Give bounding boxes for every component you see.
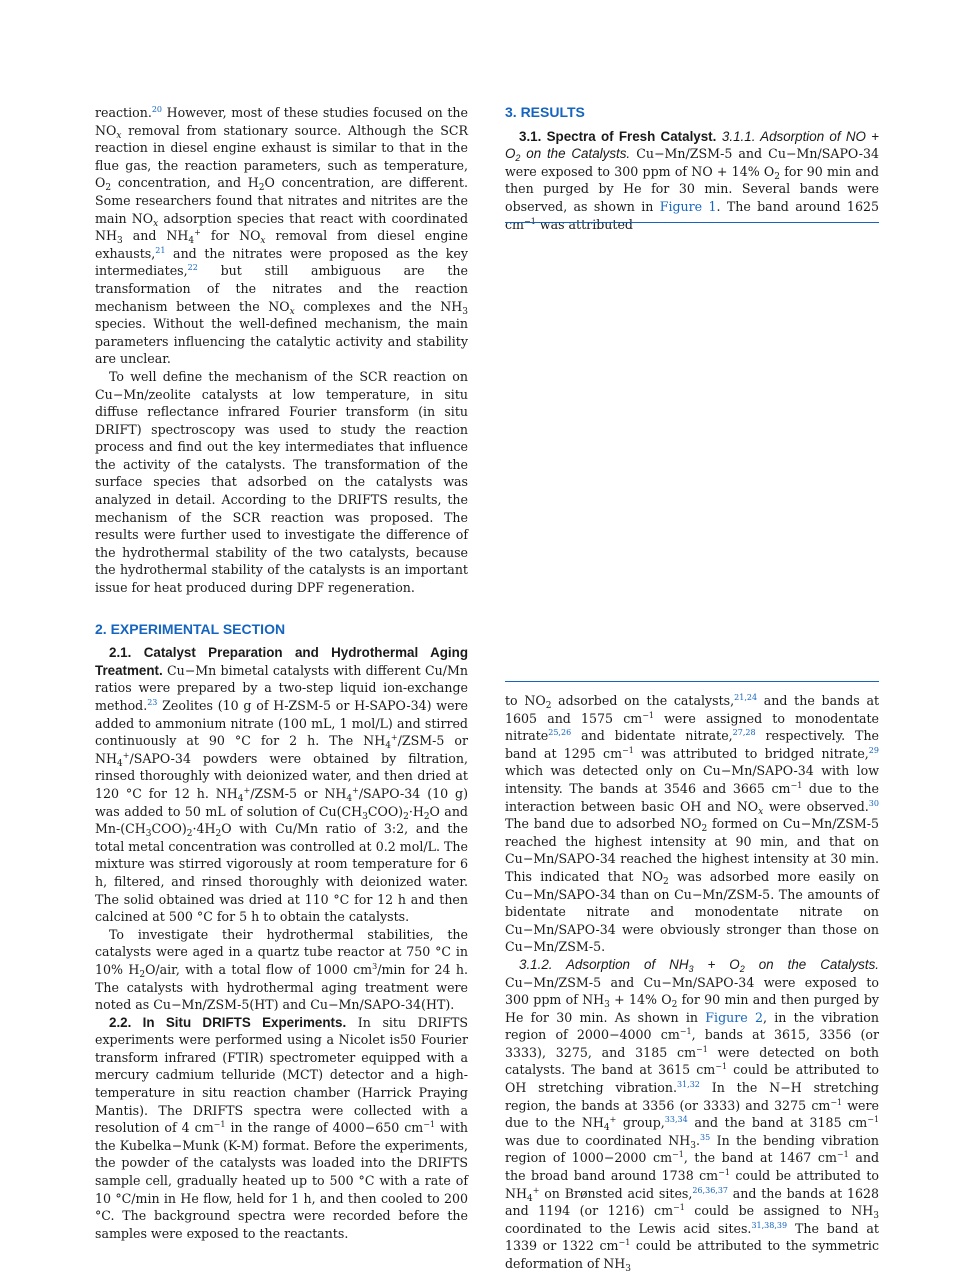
citation[interactable]: 31,32 [676,1080,700,1090]
section-heading-experimental: 2. EXPERIMENTAL SECTION [95,620,286,637]
right-column-continued [505,692,879,1273]
subsection-heading-2-2: 2.2. In Situ DRIFTS Experiments. [109,1014,347,1030]
citation[interactable]: 22 [187,263,198,273]
section-3-1-1-paragraph: 3.1. Spectra of Fresh Catalyst. 3.1.1. Adsorption of NO + $O_2$ on the Catalysts. Cu−Mn/ZSM-5 and Cu−Mn/SAPO-34 were exposed to 300 ppm of NO + 14% $O_2$ for 90 min and then purged by He for 30 min. Several bands were observed, as shown in Figure 1. The band around 1625 $cm^{-1}$ was attributed [505,128,879,232]
subsection-heading-3-1: 3.1. Spectra of Fresh Catalyst. [519,128,717,144]
citation[interactable]: 35 [700,1132,711,1142]
citation[interactable]: 25,26 [548,728,572,738]
figure-1-link[interactable]: Figure 1 [659,198,717,214]
subsubsection-heading-3-1-1: 3.1.1. Adsorption of NO + $O_2$ on the Catalysts. [505,128,879,164]
intro-paragraph-2: To well define the mechanism of the SCR reaction on Cu−Mn/zeolite catalysts at low temperature, in situ diffuse reflectance infrared Fourier transform (in situ DRIFT) spectroscopy was used to study the reaction process and find out the key intermediates that influence the activity of the catalysts. The transformation of the surface species that adsorbed on the catalysts was analyzed in detail. According to the DRIFTS results, the mechanism of the SCR reaction was proposed. The results were further used to investigate the difference of the hydrothermal stability of the two catalysts, because the hydrothermal stability of the catalysts is an important issue for heat produced during DPF regeneration. [95,368,468,596]
citation[interactable]: 27,28 [732,728,756,738]
section-2-2-paragraph: 2.2. In Situ DRIFTS Experiments. In situ DRIFTS experiments were performed using a Nicolet is50 Fourier transform infrared (FTIR) spectrometer equipped with a mercury cadmium telluride (MCT) detector and a high-temperature in situ reaction chamber (Harrick Praying Mantis). The DRIFTS spectra were collected with a resolution of 4 $cm^{-1}$ in the range of 4000−650 $cm^{-1}$ with the Kubelka−Munk (K-M) format. Before the experiments, the powder of the catalysts was loaded into the DRIFTS sample cell, gradually heated up to 500 °C with a rate of 10 °C/min in He flow, held for 1 h, and then cooled to 200 °C. The background spectra were recorded before the samples were exposed to the reactants. [95,1014,469,1241]
figure-bottom-rule [505,681,879,682]
subsection-heading-2-1: 2.1. Catalyst Preparation and Hydrothermal Aging Treatment. [95,645,468,678]
section-heading-results: 3. RESULTS [505,104,585,120]
citation[interactable]: 30 [868,798,879,808]
left-column [95,104,468,1242]
right-column [505,104,879,233]
citation[interactable]: 21,24 [734,693,758,702]
citation[interactable]: 26,36,37 [692,1185,728,1195]
intro-paragraph: reaction.$^{20}$ However, most of these studies focused on the $NO_x$ removal from stationary source. Although the SCR reaction in diesel engine exhaust is similar to that in the flue gas, the reaction parameters, such as temperature, $O_2$ concentration, and $H_2O$ concentration, are different. Some researchers found that nitrates and nitrites are the main $NO_x$ adsorption species that react with coordinated $NH_3$ and $NH_4^+$ for $NO_x$ removal from diesel engine exhausts,$^{21}$ and the nitrates were proposed as the key intermediates,$^{22}$ but still ambiguous are the transformation of the nitrates and the reaction mechanism between the $NO_x$ complexes and the $NH_3$ species. Without the well-defined mechanism, the main parameters influencing the catalytic activity and stability are unclear. [95,105,469,367]
subsubsection-heading-3-1-2: 3.1.2. Adsorption of $NH_3 + O_2$ on the Catalysts. [519,956,879,974]
citation[interactable]: 23 [147,698,158,707]
citation[interactable]: 33,34 [664,1115,688,1125]
citation[interactable]: 20 [151,105,163,114]
section-2-1-paragraph: 2.1. Catalyst Preparation and Hydrothermal Aging Treatment. Cu−Mn bimetal catalysts with different Cu/Mn ratios were prepared by a two-step liquid ion-exchange method.$^{23}$ Zeolites (10 g of H-ZSM-5 or H-SAPO-34) were added to ammonium nitrate (100 mL, 1 mol/L) and stirred continuously at 90 °C for 2 h. The $NH_4^+/ZSM-5$ or $NH_4^+/SAPO-34$ powders were obtained by filtration, rinsed thoroughly with deionized water, and then dried at 120 °C for 12 h. $NH_4^+/ZSM-5$ or $NH_4^+/SAPO-34$ (10 g) was added to 50 mL of solution of $Cu(CH_3COO)_2\cdot H_2O$ and $Mn-(CH_3COO)_2\cdot 4H_2O$ with Cu/Mn ratio of 3:2, and the total metal concentration was controlled at 0.2 mol/L. The mixture was stirred vigorously at room temperature for 6 h, filtered, and rinsed thoroughly with deionized water. The solid obtained was dried at 110 °C for 12 h and then calcined at 500 °C for 5 h to obtain the catalysts. [95,645,469,925]
section-3-1-2-paragraph: 3.1.2. Adsorption of $NH_3 + O_2$ on the Catalysts. Cu−Mn/ZSM-5 and Cu−Mn/SAPO-34 were exposed to 300 ppm of $NH_3 + 14\%$ $O_2$ for 90 min and then purged by He for 30 min. As shown in Figure 2, in the vibration region of 2000−4000 $cm^{-1}$, bands at 3615, 3356 (or 3333), 3275, and 3185 $cm^{-1}$ were detected on both catalysts. The band at 3615 $cm^{-1}$ could be attributed to OH stretching vibration.$^{31,32}$ In the N−H stretching region, the bands at 3356 (or 3333) and 3275 $cm^{-1}$ were due to the $NH_4^+$ group,$^{33,34}$ and the band at 3185 $cm^{-1}$ was due to coordinated $NH_3.^{35}$ In the bending vibration region of 1000−2000 $cm^{-1}$, the band at 1467 $cm^{-1}$ and the broad band around 1738 $cm^{-1}$ could be attributed to $NH_4^+$ on Brønsted acid sites,$^{26,36,37}$ and the bands at 1628 and 1194 (or 1216) $cm^{-1}$ could be assigned to $NH_3$ coordinated to the Lewis acid sites.$^{31,38,39}$ The band at 1339 or 1322 $cm^{-1}$ could be attributed to the symmetric deformation of $NH_3$ [505,956,880,1274]
figure-2-link[interactable]: Figure 2 [705,1009,763,1025]
citation[interactable]: 21 [155,245,166,255]
section-3-1-1-continued: to $NO_2$ adsorbed on the catalysts,$^{21,24}$ and the bands at 1605 and 1575 $cm^{-1}$ were assigned to monodentate nitrate$^{25,26}$ and bidentate nitrate,$^{27,28}$ respectively. The band at 1295 $cm^{-1}$ was attributed to bridged nitrate,$^{29}$ which was detected only on Cu−Mn/SAPO-34 with low intensity. The bands at 3546 and 3665 $cm^{-1}$ due to the interaction between basic OH and $NO_x$ were observed.$^{30}$ The band due to adsorbed $NO_2$ formed on Cu−Mn/ZSM-5 reached the highest intensity at 90 min, and that on Cu−Mn/SAPO-34 reached the highest intensity at 30 min. This indicated that $NO_2$ was adsorbed more easily on Cu−Mn/SAPO-34 than on Cu−Mn/ZSM-5. The amounts of bidentate nitrate and monodentate nitrate on Cu−Mn/SAPO-34 were obviously stronger than those on Cu−Mn/ZSM-5. [505,693,880,955]
citation[interactable]: 31,38,39 [751,1220,788,1230]
section-2-1-paragraph-2: To investigate their hydrothermal stabilities, the catalysts were aged in a quartz tube reactor at 750 °C in 10% $H_2O$/air, with a total flow of 1000 $cm^3/\min$ for 24 h. The catalysts with hydrothermal aging treatment were noted as Cu−Mn/ZSM-5(HT) and Cu−Mn/SAPO-34(HT). [95,926,469,1013]
citation[interactable]: 29 [868,745,879,755]
figure-placeholder [505,224,879,680]
figure-top-rule [505,222,879,223]
